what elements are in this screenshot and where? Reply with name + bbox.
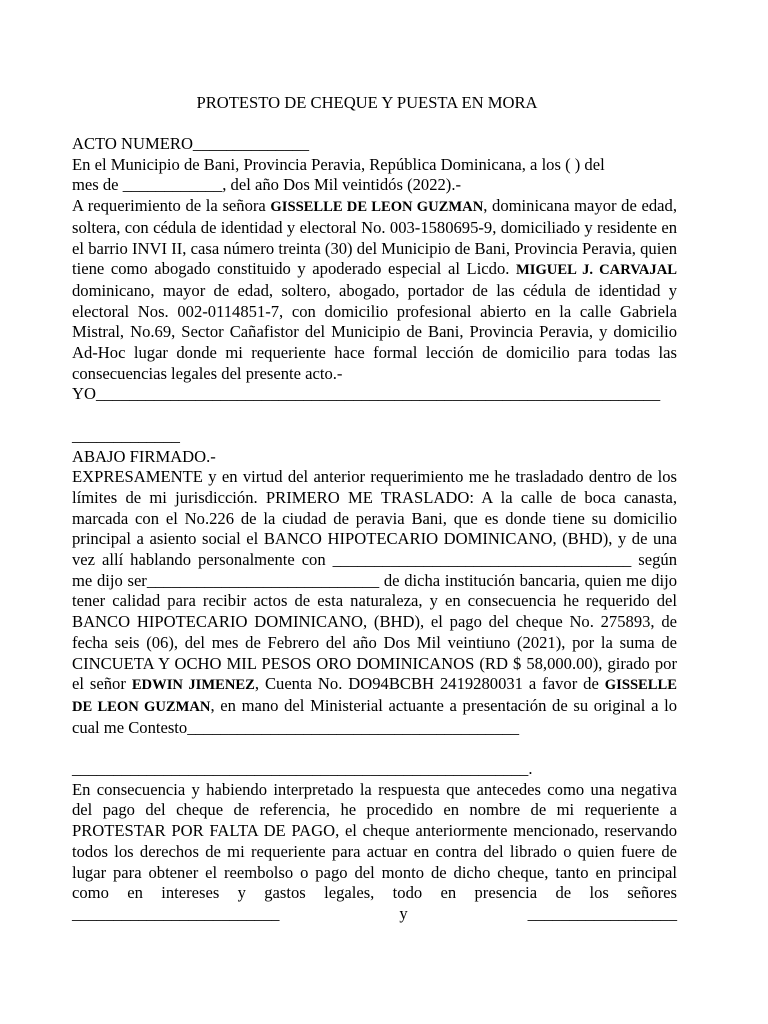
consecuencia-paragraph: En consecuencia y habiendo interpretado la respuesta que antecedes como una negativa del pago del cheque de referencia, he procedido en nombre de mi requeriente a PROTESTAR POR FALTA DE PAGO, el cheque anteriormente mencionado, reservando todos los derechos de mi requeriente para actuar en contra del librado o quien fuere de lugar para obtener el reembolso o pago del monto de dicho cheque, tanto en principal como en intereses y gastos legales, todo en presencia de los señores _________________________ y __________________ [72, 779, 677, 923]
expresamente-paragraph [72, 467, 677, 738]
drawer-name: EDWIN JIMENEZ [131, 677, 255, 694]
lawyer-name: MIGUEL J. CARVAJAL [516, 262, 677, 279]
requerimiento-paragraph [72, 196, 677, 384]
intro-line-1: En el Municipio de Bani, Provincia Peravia, República Dominicana, a los ( ) del [72, 154, 605, 174]
beneficiary-name: GISSELLE DE LEON GUZMAN [72, 677, 677, 715]
yo-signature-line-2: _____________ [72, 425, 180, 445]
yo-signature-line: YO____________________________________________________________________ [72, 384, 661, 404]
intro-line-2: mes de ____________, del año Dos Mil veintidós (2022).- [72, 175, 461, 195]
req-text-a: A requerimiento de la señora [72, 196, 271, 216]
req-text-b: , dominicana mayor de edad, soltera, con cédula de identidad y electoral No. 003-1580695-9, domiciliado y residente en el barrio INVI II, casa número treinta (30) del Municipio de Bani, Provincia Peravia, quien tiene como abogado constituido y apoderado especial al Licdo. [72, 196, 677, 279]
abajo-firmado-line: ABAJO FIRMADO.- [72, 446, 216, 466]
contesto-line-2: _______________________________________________________. [72, 759, 533, 779]
req-text-c: dominicano, mayor de edad, soltero, abogado, portador de las cédula de identidad y electoral Nos. 002-0114851-7, con domicilio profesional abierto en la calle Gabriela Mistral, No.69, Sector Cañafistor del Municipio de Bani, Provincia Peravia, y domicilio Ad-Hoc lugar donde mi requeriente hace formal lección de domicilio para todas las consecuencias legales del presente acto.- [72, 280, 677, 383]
requester-name: GISSELLE DE LEON GUZMAN [270, 199, 484, 216]
document-body [72, 134, 677, 925]
document-title: PROTESTO DE CHEQUE Y PUESTA EN MORA [196, 93, 538, 112]
exp-text-c: , en mano del Ministerial actuante a presentación de su original a lo cual me Contesto________________________________________ [72, 695, 678, 737]
exp-text-b: , Cuenta No. DO94BCBH 2419280031 a favor de [254, 674, 605, 694]
exp-text-a: EXPRESAMENTE y en virtud del anterior requerimiento me he trasladado dentro de los límites de mi jurisdicción. PRIMERO ME TRASLADO: A la calle de boca canasta, marcada con el No.226 de la ciudad de peravia Bani, que es donde tiene su domicilio principal a asiento social el BANCO HIPOTECARIO DOMINICANO, (BHD), y de una vez allí hablando personalmente con ____________________________________ según me dijo ser____________________________ de dicha institución bancaria, quien me dijo tener calidad para recibir actos de esta naturaleza, y en consecuencia he requerido del BANCO HIPOTECARIO DOMINICANO, (BHD), el pago del cheque No. 275893, de fecha seis (06), del mes de Febrero del año Dos Mil veintiuno (2021), por la suma de CINCUETA Y OCHO MIL PESOS ORO DOMINICANOS (RD $ 58,000.00), girado por el señor [72, 467, 677, 694]
acto-numero-line: ACTO NUMERO______________ [72, 134, 310, 153]
